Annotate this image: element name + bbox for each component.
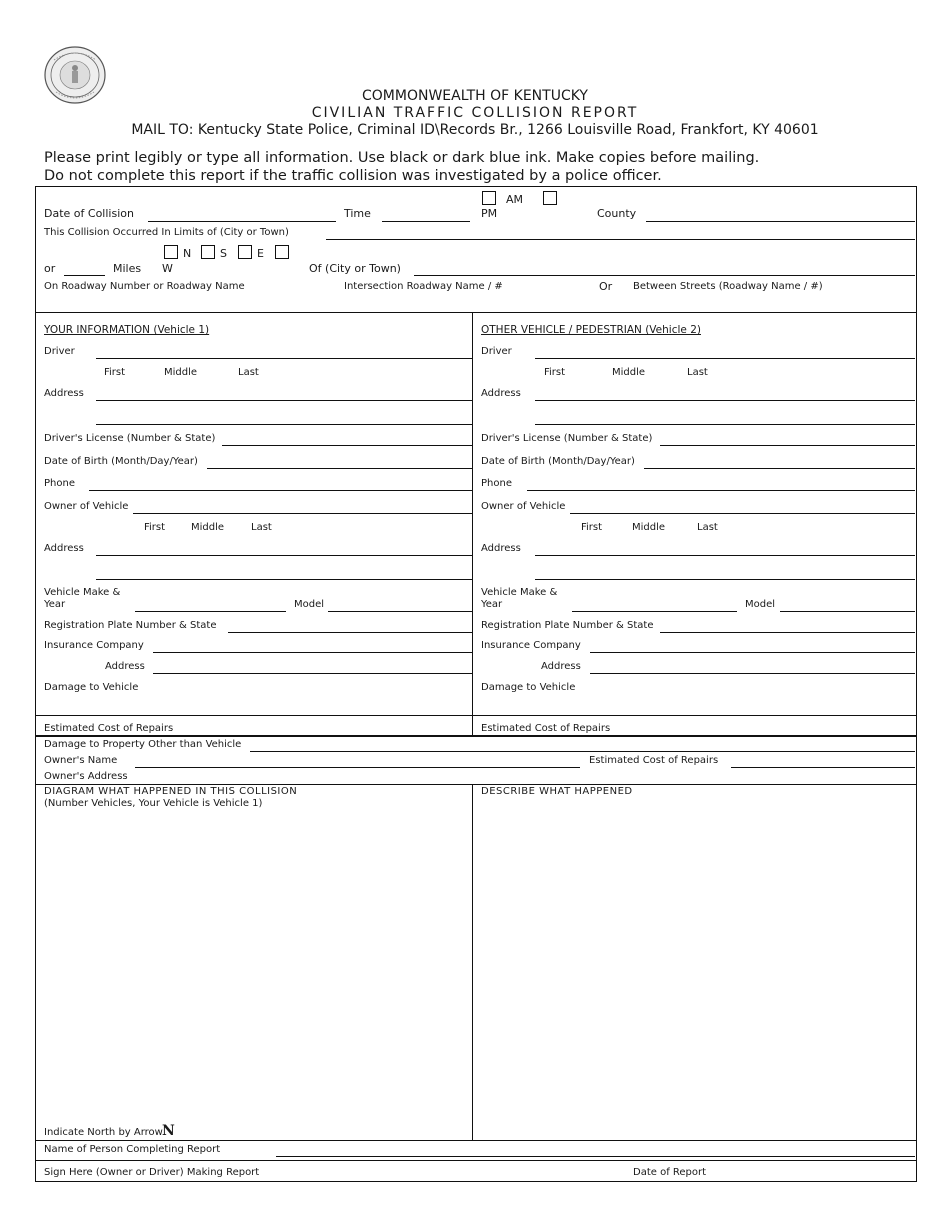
v2-heading: OTHER VEHICLE / PEDESTRIAN (Vehicle 2) <box>481 324 701 336</box>
v1-first-label: First <box>104 367 126 378</box>
v2-owner-field[interactable] <box>570 513 915 514</box>
property-damage-field[interactable] <box>250 751 915 752</box>
report-date-label: Date of Report <box>633 1167 707 1178</box>
n-label: N <box>183 247 192 260</box>
w-label: W <box>162 262 173 275</box>
v1-address-field-2[interactable] <box>96 424 472 425</box>
v2-dob-field[interactable] <box>644 468 915 469</box>
v1-owner-middle-label: Middle <box>191 522 225 533</box>
v2-cost-label: Estimated Cost of Repairs <box>481 723 611 734</box>
diagram-area[interactable] <box>36 812 472 1124</box>
v1-ins-address-label: Address <box>105 661 145 672</box>
v1-cost-label: Estimated Cost of Repairs <box>44 723 174 734</box>
property-damage-label: Damage to Property Other than Vehicle <box>44 739 242 750</box>
v2-license-field[interactable] <box>660 445 915 446</box>
v2-middle-label: Middle <box>612 367 646 378</box>
v2-address-field-2[interactable] <box>535 424 915 425</box>
v1-plate-field[interactable] <box>228 632 472 633</box>
v2-owner-address-label: Address <box>481 543 521 554</box>
am-checkbox[interactable] <box>482 191 496 205</box>
v2-address-field-1[interactable] <box>535 400 915 401</box>
name-label: Name of Person Completing Report <box>44 1144 221 1155</box>
v2-owner-middle-label: Middle <box>632 522 666 533</box>
v1-license-label: Driver's License (Number & State) <box>44 433 216 444</box>
v2-address-label: Address <box>481 388 521 399</box>
instruction-2: Do not complete this report if the traffic collision was investigated by a police officer. <box>44 168 662 184</box>
v1-damage-divider <box>35 715 916 716</box>
v2-first-label: First <box>544 367 566 378</box>
v2-driver-field[interactable] <box>535 358 915 359</box>
property-divider-2 <box>35 784 916 785</box>
v2-model-label: Model <box>745 599 776 610</box>
sign-label: Sign Here (Owner or Driver) Making Report <box>44 1167 260 1178</box>
time-field[interactable] <box>382 221 470 222</box>
v2-ins-address-field[interactable] <box>590 673 915 674</box>
north-checkbox[interactable] <box>164 245 178 259</box>
pm-label: PM <box>481 207 498 220</box>
v1-phone-field[interactable] <box>89 490 472 491</box>
s-label: S <box>220 247 227 260</box>
v1-owner-field[interactable] <box>133 513 472 514</box>
of-city-field[interactable] <box>414 275 915 276</box>
v2-make-field[interactable] <box>572 611 737 612</box>
property-cost-label: Estimated Cost of Repairs <box>589 755 719 766</box>
v2-last-label: Last <box>687 367 708 378</box>
limits-label: This Collision Occurred In Limits of (City or Town) <box>44 227 289 238</box>
mail-to: MAIL TO: Kentucky State Police, Criminal ID\Records Br., 1266 Louisville Road, Frankfort, KY 40601 <box>131 122 819 138</box>
describe-area[interactable] <box>473 800 915 1140</box>
county-field[interactable] <box>646 221 915 222</box>
v2-license-label: Driver's License (Number & State) <box>481 433 653 444</box>
miles-label: Miles <box>113 262 142 275</box>
property-cost-field[interactable] <box>731 767 915 768</box>
north-label: Indicate North by Arrow <box>44 1127 163 1138</box>
v1-owner-address-field-2[interactable] <box>96 579 472 580</box>
v1-heading: YOUR INFORMATION (Vehicle 1) <box>44 324 210 336</box>
describe-heading: DESCRIBE WHAT HAPPENED <box>481 786 633 797</box>
v2-model-field[interactable] <box>780 611 915 612</box>
v2-dob-label: Date of Birth (Month/Day/Year) <box>481 456 635 467</box>
v1-license-field[interactable] <box>222 445 472 446</box>
column-divider <box>472 312 473 736</box>
v2-driver-label: Driver <box>481 346 512 357</box>
v1-year-label: Year <box>44 599 66 610</box>
v1-model-field[interactable] <box>328 611 472 612</box>
v2-year-label: Year <box>481 599 503 610</box>
v2-insurance-label: Insurance Company <box>481 640 581 651</box>
v2-owner-label: Owner of Vehicle <box>481 501 566 512</box>
v1-dob-field[interactable] <box>207 468 472 469</box>
v1-dob-label: Date of Birth (Month/Day/Year) <box>44 456 198 467</box>
pm-checkbox[interactable] <box>543 191 557 205</box>
north-arrow-icon: N <box>162 1123 175 1139</box>
roadway-label: On Roadway Number or Roadway Name <box>44 281 245 292</box>
instruction-1: Please print legibly or type all information. Use black or dark blue ink. Make copies before mailing. <box>44 150 760 166</box>
v1-owner-address-label: Address <box>44 543 84 554</box>
v1-middle-label: Middle <box>164 367 198 378</box>
property-owner-label: Owner's Name <box>44 755 118 766</box>
v1-last-label: Last <box>238 367 259 378</box>
form-title: CIVILIAN TRAFFIC COLLISION REPORT <box>311 105 639 121</box>
date-field[interactable] <box>148 221 336 222</box>
date-label: Date of Collision <box>44 207 134 220</box>
e-label: E <box>257 247 264 260</box>
property-owner-field[interactable] <box>135 767 580 768</box>
name-field[interactable] <box>276 1156 915 1157</box>
v2-owner-address-field-1[interactable] <box>535 555 915 556</box>
v1-address-field-1[interactable] <box>96 400 472 401</box>
time-label: Time <box>344 207 371 220</box>
v1-owner-address-field-1[interactable] <box>96 555 472 556</box>
v2-ins-address-label: Address <box>541 661 581 672</box>
v1-ins-address-field[interactable] <box>153 673 472 674</box>
v2-damage-label: Damage to Vehicle <box>481 682 576 693</box>
west-checkbox[interactable] <box>275 245 289 259</box>
v1-model-label: Model <box>294 599 325 610</box>
v1-driver-field[interactable] <box>96 358 472 359</box>
v1-damage-label: Damage to Vehicle <box>44 682 139 693</box>
v1-insurance-field[interactable] <box>153 652 472 653</box>
county-label: County <box>597 207 637 220</box>
footer-divider-2 <box>35 1160 916 1161</box>
property-divider <box>35 735 916 737</box>
v1-owner-last-label: Last <box>251 522 272 533</box>
south-checkbox[interactable] <box>201 245 215 259</box>
v1-owner-label: Owner of Vehicle <box>44 501 129 512</box>
am-label: AM <box>506 193 524 206</box>
of-city-label: Of (City or Town) <box>309 262 401 275</box>
v2-insurance-field[interactable] <box>590 652 915 653</box>
section-divider <box>35 312 916 313</box>
v1-make-label: Vehicle Make & <box>44 587 121 598</box>
intersection-label: Intersection Roadway Name / # <box>344 281 503 292</box>
east-checkbox[interactable] <box>238 245 252 259</box>
v2-plate-field[interactable] <box>660 632 915 633</box>
between-label: Between Streets (Roadway Name / #) <box>633 281 823 292</box>
v2-phone-label: Phone <box>481 478 512 489</box>
property-owner-address-label: Owner's Address <box>44 771 128 782</box>
v1-address-label: Address <box>44 388 84 399</box>
limits-field[interactable] <box>326 239 915 240</box>
v1-phone-label: Phone <box>44 478 75 489</box>
or2-label: Or <box>599 280 613 293</box>
v1-make-field[interactable] <box>135 611 286 612</box>
v1-plate-label: Registration Plate Number & State <box>44 620 217 631</box>
miles-field[interactable] <box>64 275 105 276</box>
v2-make-label: Vehicle Make & <box>481 587 558 598</box>
v2-owner-first-label: First <box>581 522 603 533</box>
v1-driver-label: Driver <box>44 346 75 357</box>
or-label: or <box>44 262 56 275</box>
org-name: COMMONWEALTH OF KENTUCKY <box>362 88 588 104</box>
v2-owner-last-label: Last <box>697 522 718 533</box>
diagram-subheading: (Number Vehicles, Your Vehicle is Vehicle 1) <box>44 798 263 809</box>
v2-plate-label: Registration Plate Number & State <box>481 620 654 631</box>
diagram-heading: DIAGRAM WHAT HAPPENED IN THIS COLLISION <box>44 786 298 797</box>
v1-owner-first-label: First <box>144 522 166 533</box>
v1-insurance-label: Insurance Company <box>44 640 144 651</box>
footer-divider <box>35 1140 916 1141</box>
v2-owner-address-field-2[interactable] <box>535 579 915 580</box>
v2-phone-field[interactable] <box>527 490 915 491</box>
